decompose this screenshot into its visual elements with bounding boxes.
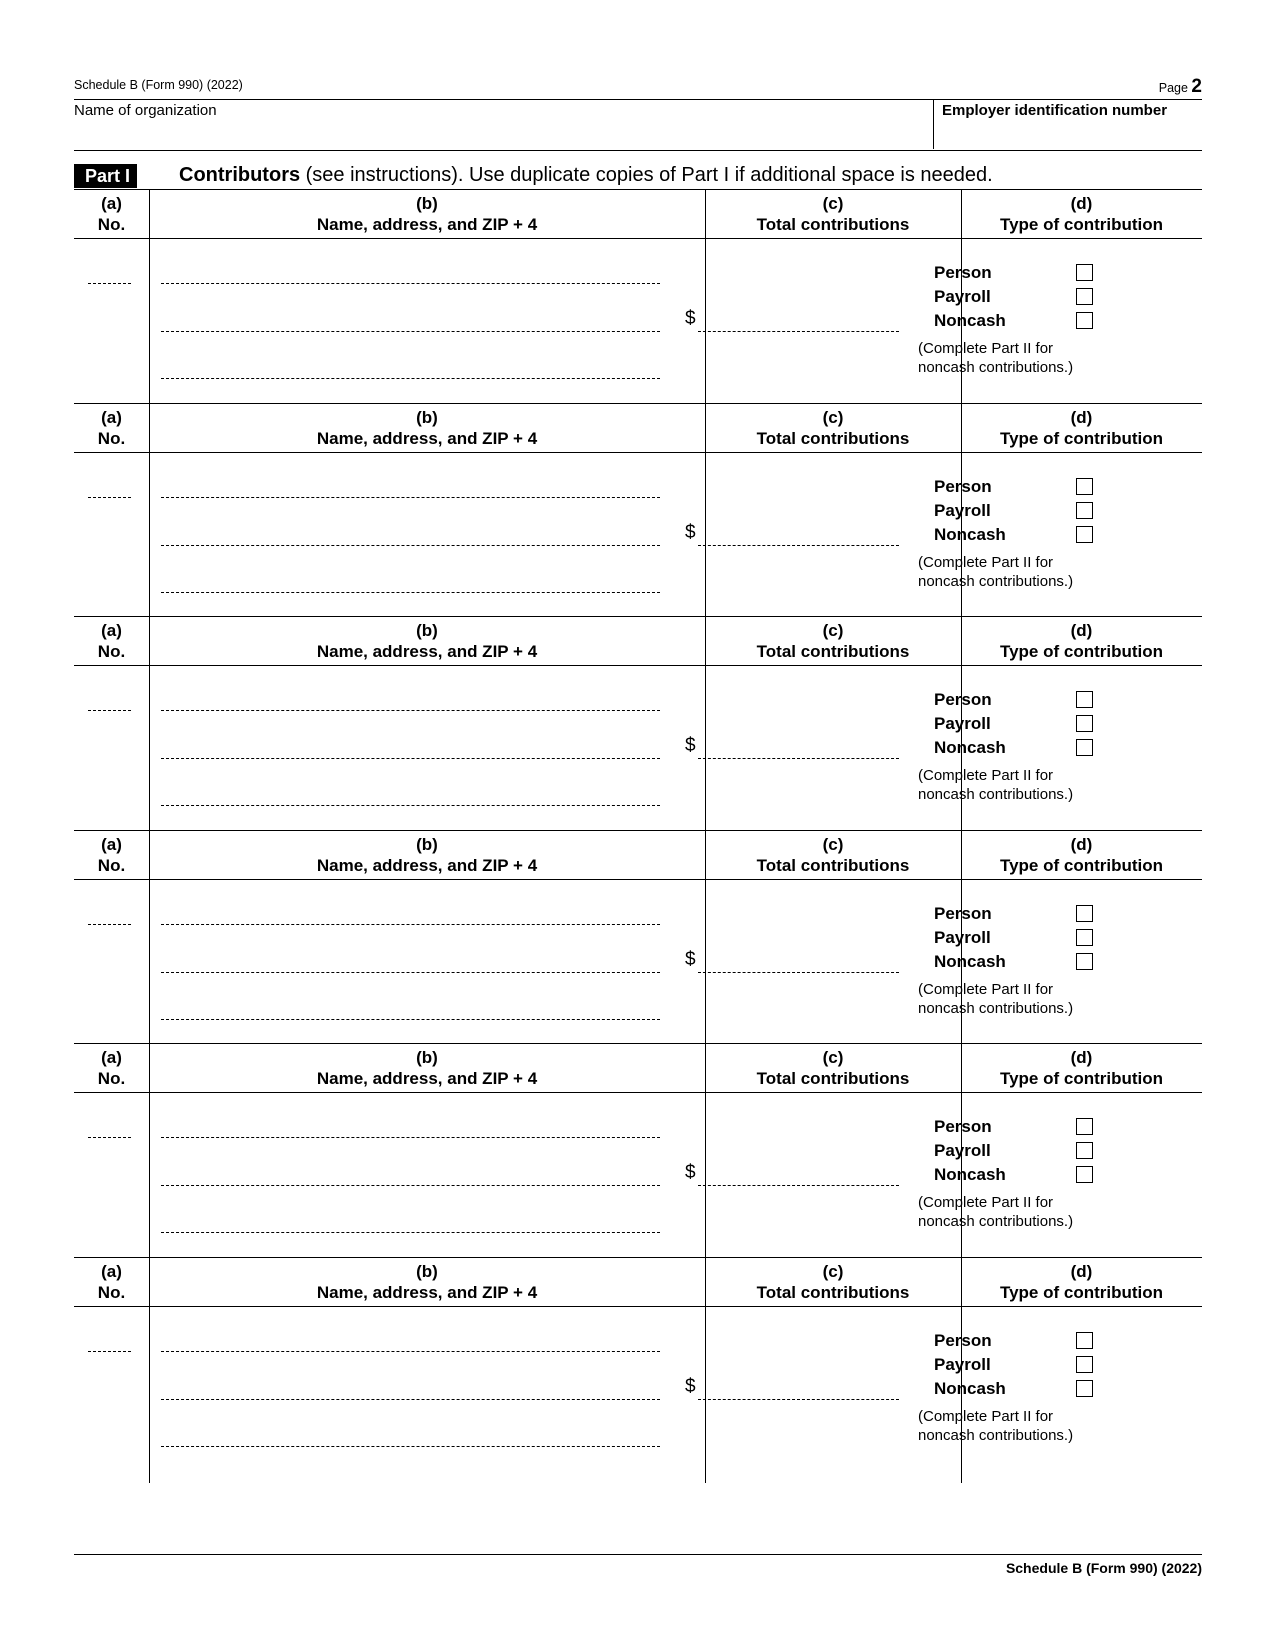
column-header-d [961,1043,1202,1093]
column-letter-d: (d) [1070,194,1093,213]
column-letter-c: (c) [822,835,844,854]
column-header-b [149,616,705,666]
noncash-note [918,766,1118,804]
noncash-note [918,980,1118,1018]
option-label-noncash: Noncash [934,952,1006,971]
payroll-checkbox[interactable] [1076,502,1093,519]
column-letter-b: (b) [416,194,438,213]
note-line-2: noncash contributions.) [918,359,1074,376]
note-line-1: (Complete Part II for [918,767,1054,784]
note-line-1: (Complete Part II for [918,1408,1054,1425]
bottom-rule [74,1554,1202,1555]
dollar-sign: $ [685,522,696,543]
org-name-field[interactable]: Name of organization [74,102,217,119]
noncash-note [918,1407,1118,1445]
noncash-checkbox[interactable] [1076,1380,1093,1397]
part-heading [74,163,1202,189]
option-label-person: Person [934,1331,992,1350]
person-checkbox[interactable] [1076,264,1093,281]
column-letter-a: (a) [101,1048,122,1067]
column-letter-c: (c) [822,621,844,640]
option-label-payroll: Payroll [934,501,991,520]
column-divider [149,189,150,415]
note-line-1: (Complete Part II for [918,1194,1054,1211]
option-label-payroll: Payroll [934,928,991,947]
name-address-line[interactable] [161,1351,660,1352]
part-title [179,164,993,187]
note-line-1: (Complete Part II for [918,340,1054,357]
noncash-note [918,1193,1118,1231]
column-header-a [74,403,149,453]
column-header-a [74,1043,149,1093]
dollar-sign: $ [685,735,696,756]
column-name-c: Total contributions [756,429,910,448]
contributor-block [74,1043,1202,1269]
column-letter-b: (b) [416,621,438,640]
column-name-d: Type of contribution [999,856,1164,875]
column-divider [149,830,150,1056]
column-name-d: Type of contribution [999,642,1164,661]
note-line-2: noncash contributions.) [918,1427,1074,1444]
column-name-a: No. [97,856,126,875]
noncash-checkbox[interactable] [1076,953,1093,970]
name-address-line[interactable] [161,283,660,284]
column-letter-d: (d) [1070,621,1093,640]
note-line-2: noncash contributions.) [918,1000,1074,1017]
column-name-b: Name, address, and ZIP + 4 [316,215,538,234]
number-field[interactable] [88,924,131,925]
payroll-checkbox[interactable] [1076,1142,1093,1159]
noncash-note [918,339,1118,377]
option-label-noncash: Noncash [934,738,1006,757]
option-label-person: Person [934,263,992,282]
column-letter-a: (a) [101,621,122,640]
column-header-c [705,189,961,239]
contributor-block [74,1257,1202,1483]
column-name-a: No. [97,642,126,661]
column-header-c [705,830,961,880]
column-divider [149,1043,150,1269]
name-address-line[interactable] [161,758,660,759]
column-name-a: No. [97,1069,126,1088]
contributor-block [74,830,1202,1056]
option-label-person: Person [934,904,992,923]
option-label-person: Person [934,477,992,496]
column-letter-c: (c) [822,1048,844,1067]
column-header-a [74,189,149,239]
name-address-line[interactable] [161,1185,660,1186]
option-label-payroll: Payroll [934,714,991,733]
part-badge: Part I [74,164,137,188]
noncash-checkbox[interactable] [1076,312,1093,329]
column-name-d: Type of contribution [999,429,1164,448]
option-label-payroll: Payroll [934,1355,991,1374]
dollar-sign: $ [685,308,696,329]
column-letter-d: (d) [1070,1048,1093,1067]
number-field[interactable] [88,283,131,284]
option-label-noncash: Noncash [934,525,1006,544]
column-letter-a: (a) [101,835,122,854]
option-label-noncash: Noncash [934,1165,1006,1184]
column-divider [705,403,706,629]
column-header-b [149,830,705,880]
total-contributions-field[interactable] [698,1185,899,1186]
name-address-line[interactable] [161,331,660,332]
column-name-a: No. [97,429,126,448]
contributor-block [74,189,1202,415]
column-name-c: Total contributions [756,856,910,875]
name-address-line[interactable] [161,710,660,711]
person-checkbox[interactable] [1076,478,1093,495]
name-address-line[interactable] [161,1019,660,1020]
payroll-checkbox[interactable] [1076,288,1093,305]
name-address-line[interactable] [161,1232,660,1233]
column-header-b [149,403,705,453]
ein-field[interactable] [933,100,1203,149]
noncash-checkbox[interactable] [1076,739,1093,756]
column-header-b [149,1043,705,1093]
org-rule [74,150,1202,151]
option-label-person: Person [934,690,992,709]
column-header-d [961,830,1202,880]
name-address-line[interactable] [161,924,660,925]
organization-row [74,100,1202,150]
note-line-2: noncash contributions.) [918,1213,1074,1230]
name-address-line[interactable] [161,972,660,973]
column-header-a [74,1257,149,1307]
column-letter-b: (b) [416,1262,438,1281]
column-letter-d: (d) [1070,408,1093,427]
option-label-noncash: Noncash [934,311,1006,330]
column-letter-a: (a) [101,408,122,427]
part-title-rest: (see instructions). Use duplicate copies of Part I if additional space is needed. [300,164,993,186]
column-letter-c: (c) [822,1262,844,1281]
noncash-checkbox[interactable] [1076,526,1093,543]
column-header-d [961,189,1202,239]
column-name-a: No. [97,215,126,234]
column-header-a [74,616,149,666]
column-name-d: Type of contribution [999,215,1164,234]
column-letter-a: (a) [101,194,122,213]
total-contributions-field[interactable] [698,758,899,759]
part-title-bold: Contributors [179,164,301,186]
column-divider [149,1257,150,1483]
ein-label: Employer identification number [942,102,1168,119]
column-divider [149,403,150,629]
column-letter-b: (b) [416,408,438,427]
column-header-a [74,830,149,880]
column-header-c [705,616,961,666]
column-name-a: No. [97,1283,126,1302]
note-line-2: noncash contributions.) [918,786,1074,803]
option-label-payroll: Payroll [934,287,991,306]
column-header-d [961,616,1202,666]
column-divider [705,1257,706,1483]
dollar-sign: $ [685,1162,696,1183]
column-name-d: Type of contribution [999,1069,1164,1088]
number-field[interactable] [88,1351,131,1352]
column-letter-c: (c) [822,194,844,213]
noncash-note [918,553,1118,591]
column-header-b [149,189,705,239]
note-line-2: noncash contributions.) [918,573,1074,590]
column-header-c [705,1257,961,1307]
total-contributions-field[interactable] [698,331,899,332]
number-field[interactable] [88,497,131,498]
number-field[interactable] [88,1137,131,1138]
dollar-sign: $ [685,949,696,970]
column-name-b: Name, address, and ZIP + 4 [316,642,538,661]
total-contributions-field[interactable] [698,545,899,546]
column-letter-a: (a) [101,1262,122,1281]
column-header-c [705,1043,961,1093]
column-letter-b: (b) [416,835,438,854]
column-name-b: Name, address, and ZIP + 4 [316,429,538,448]
column-letter-d: (d) [1070,835,1093,854]
number-field[interactable] [88,710,131,711]
dollar-sign: $ [685,1376,696,1397]
column-divider [705,189,706,415]
name-address-line[interactable] [161,545,660,546]
page-number: 2 [1191,76,1202,97]
name-address-line[interactable] [161,497,660,498]
option-label-person: Person [934,1117,992,1136]
name-address-line[interactable] [161,1399,660,1400]
column-name-b: Name, address, and ZIP + 4 [316,856,538,875]
column-divider [705,616,706,842]
option-label-payroll: Payroll [934,1141,991,1160]
payroll-checkbox[interactable] [1076,715,1093,732]
note-line-1: (Complete Part II for [918,981,1054,998]
column-letter-d: (d) [1070,1262,1093,1281]
column-name-b: Name, address, and ZIP + 4 [316,1283,538,1302]
person-checkbox[interactable] [1076,691,1093,708]
total-contributions-field[interactable] [698,972,899,973]
payroll-checkbox[interactable] [1076,1356,1093,1373]
person-checkbox[interactable] [1076,1118,1093,1135]
noncash-checkbox[interactable] [1076,1166,1093,1183]
total-contributions-field[interactable] [698,1399,899,1400]
form-reference: Schedule B (Form 990) (2022) [74,78,243,92]
name-address-line[interactable] [161,378,660,379]
column-name-c: Total contributions [756,1283,910,1302]
column-divider [705,830,706,1056]
contributor-block [74,616,1202,842]
name-address-line[interactable] [161,805,660,806]
column-divider [705,1043,706,1269]
name-address-line[interactable] [161,1446,660,1447]
column-letter-c: (c) [822,408,844,427]
column-divider [149,616,150,842]
column-header-c [705,403,961,453]
column-name-c: Total contributions [756,215,910,234]
person-checkbox[interactable] [1076,905,1093,922]
column-letter-b: (b) [416,1048,438,1067]
name-address-line[interactable] [161,1137,660,1138]
column-header-d [961,1257,1202,1307]
note-line-1: (Complete Part II for [918,554,1054,571]
payroll-checkbox[interactable] [1076,929,1093,946]
option-label-noncash: Noncash [934,1379,1006,1398]
name-address-line[interactable] [161,592,660,593]
column-name-c: Total contributions [756,642,910,661]
column-header-d [961,403,1202,453]
contributor-block [74,403,1202,629]
column-name-c: Total contributions [756,1069,910,1088]
footer-form-ref: Schedule B (Form 990) (2022) [1005,1560,1202,1576]
page-indicator [1159,76,1202,98]
column-name-b: Name, address, and ZIP + 4 [316,1069,538,1088]
person-checkbox[interactable] [1076,1332,1093,1349]
page-word: Page [1158,81,1188,95]
column-name-d: Type of contribution [999,1283,1164,1302]
column-header-b [149,1257,705,1307]
